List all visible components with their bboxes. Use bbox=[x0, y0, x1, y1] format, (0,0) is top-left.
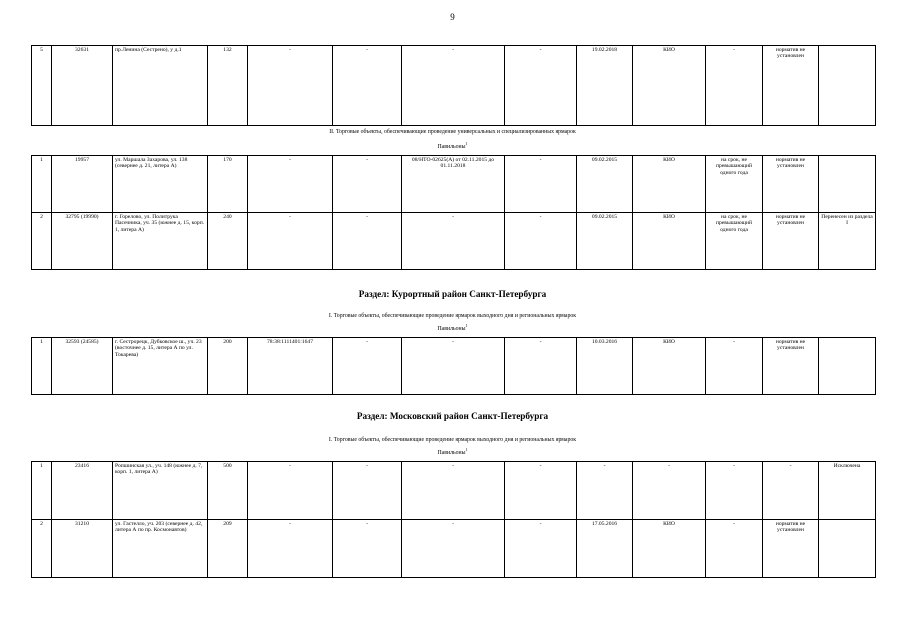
cell-norm: норматив не установлен bbox=[763, 213, 819, 270]
cell-c7: - bbox=[402, 338, 505, 395]
cell-no: 2 bbox=[32, 213, 52, 270]
cell-address: ул. Маршала Захарова, ул. 138 (севернее д. 21, литера А) bbox=[113, 156, 208, 213]
cell-area: 170 bbox=[208, 156, 248, 213]
cell-term: - bbox=[706, 520, 763, 578]
section2-caption: II. Торговые объекты, обеспечивающие проведение универсальных и специализированных ярмарок bbox=[329, 129, 576, 135]
cell-address: г. Горелово, ул. Политрука Пасечника, уч. 35 (южнее д. 15, корп. 1, литера А) bbox=[113, 213, 208, 270]
cell-c5: - bbox=[248, 462, 333, 520]
page-number: 9 bbox=[450, 12, 455, 22]
cell-c8: - bbox=[505, 338, 577, 395]
cell-area: 132 bbox=[208, 46, 248, 126]
cell-date: 09.02.2015 bbox=[577, 156, 633, 213]
cell-c6: - bbox=[333, 213, 402, 270]
cell-address: пр.Ленина (Сестрено), у д.1 bbox=[113, 46, 208, 126]
cell-c7: 08/НТО-02625(А) от 02.11.2015 до 01.11.2018 bbox=[402, 156, 505, 213]
cell-area: 200 bbox=[208, 338, 248, 395]
cell-id: 32631 bbox=[52, 46, 113, 126]
cell-term: на срок, не превышающий одного года bbox=[706, 156, 763, 213]
cell-id: 32593 (24585) bbox=[52, 338, 113, 395]
cell-c8: - bbox=[505, 520, 577, 578]
table-row bbox=[32, 462, 876, 520]
cell-c7: - bbox=[402, 46, 505, 126]
cell-address: г. Сестрорецк, Дубковское ш., уч. 23 (восточнее д. 15, литера А по ул. Токарева) bbox=[113, 338, 208, 395]
cell-c8: - bbox=[505, 213, 577, 270]
table-section2 bbox=[31, 155, 876, 270]
cell-org: КИО bbox=[633, 520, 706, 578]
cell-org: - bbox=[633, 462, 706, 520]
table-block1 bbox=[31, 45, 876, 126]
cell-org: КИО bbox=[633, 213, 706, 270]
cell-org: КИО bbox=[633, 338, 706, 395]
cell-c6: - bbox=[333, 46, 402, 126]
cell-note bbox=[819, 156, 876, 213]
cell-c5: - bbox=[248, 520, 333, 578]
moskovsky-caption: I. Торговые объекты, обеспечивающие проведение ярмарок выходного дня и региональных ярмарок bbox=[328, 437, 577, 443]
cell-c6: - bbox=[333, 462, 402, 520]
cell-norm: норматив не установлен bbox=[763, 156, 819, 213]
kurortny-caption: I. Торговые объекты, обеспечивающие проведение ярмарок выходного дня и региональных ярмарок bbox=[328, 313, 577, 319]
table-moskovsky bbox=[31, 461, 876, 578]
cell-area: 500 bbox=[208, 462, 248, 520]
cell-c5: - bbox=[248, 46, 333, 126]
cell-id: 23416 bbox=[52, 462, 113, 520]
cell-note: Исключена bbox=[819, 462, 876, 520]
cell-term: - bbox=[706, 462, 763, 520]
cell-no: 2 bbox=[32, 520, 52, 578]
cell-c5: 78:38:1111401:1647 bbox=[248, 338, 333, 395]
cell-address: Ропшинская ул., уч. 148 (южнее д. 7, корп. 1, литера А) bbox=[113, 462, 208, 520]
cell-date: 19.02.2018 bbox=[577, 46, 633, 126]
cell-id: 19957 bbox=[52, 156, 113, 213]
cell-no: 5 bbox=[32, 46, 52, 126]
cell-norm: - bbox=[763, 462, 819, 520]
cell-term: на срок, не превышающий одного года bbox=[706, 213, 763, 270]
cell-note bbox=[819, 520, 876, 578]
cell-date: 17.05.2016 bbox=[577, 520, 633, 578]
cell-area: 209 bbox=[208, 520, 248, 578]
table-kurortny bbox=[31, 337, 876, 395]
table-row bbox=[32, 46, 876, 126]
moskovsky-subtitle: Павильоны$^1$ bbox=[437, 447, 468, 456]
cell-note: Перенесен из раздела I bbox=[819, 213, 876, 270]
cell-address: ул. Гастелло, уч. 203 (севернее д. 42, литера А по пр. Космонавтов) bbox=[113, 520, 208, 578]
cell-org: КИО bbox=[633, 46, 706, 126]
cell-c8: - bbox=[505, 462, 577, 520]
moskovsky-heading: Раздел: Московский район Санкт-Петербурга bbox=[356, 411, 549, 421]
cell-date: 10.03.2016 bbox=[577, 338, 633, 395]
cell-norm: норматив не установлен bbox=[763, 338, 819, 395]
cell-c6: - bbox=[333, 156, 402, 213]
cell-norm: норматив не установлен bbox=[763, 520, 819, 578]
cell-note bbox=[819, 46, 876, 126]
cell-term: - bbox=[706, 46, 763, 126]
cell-id: 32795 (19990) bbox=[52, 213, 113, 270]
cell-c8: - bbox=[505, 46, 577, 126]
cell-term: - bbox=[706, 338, 763, 395]
kurortny-subtitle: Павильоны$^1$ bbox=[437, 323, 468, 332]
table-row bbox=[32, 338, 876, 395]
kurortny-heading: Раздел: Курортный район Санкт-Петербурга bbox=[358, 289, 547, 299]
cell-c6: - bbox=[333, 338, 402, 395]
cell-c5: - bbox=[248, 156, 333, 213]
cell-c5: - bbox=[248, 213, 333, 270]
cell-no: 1 bbox=[32, 338, 52, 395]
table-row bbox=[32, 213, 876, 270]
cell-no: 1 bbox=[32, 156, 52, 213]
cell-date: - bbox=[577, 462, 633, 520]
table-row bbox=[32, 520, 876, 578]
cell-norm: норматив не установлен bbox=[763, 46, 819, 126]
cell-c7: - bbox=[402, 213, 505, 270]
section2-subtitle: Павильоны$^1$ bbox=[437, 141, 468, 150]
cell-area: 240 bbox=[208, 213, 248, 270]
cell-note bbox=[819, 338, 876, 395]
cell-id: 31210 bbox=[52, 520, 113, 578]
cell-date: 09.02.2015 bbox=[577, 213, 633, 270]
cell-c6: - bbox=[333, 520, 402, 578]
table-row bbox=[32, 156, 876, 213]
cell-c8: - bbox=[505, 156, 577, 213]
cell-no: 1 bbox=[32, 462, 52, 520]
cell-c7: - bbox=[402, 462, 505, 520]
cell-org: КИО bbox=[633, 156, 706, 213]
cell-c7: - bbox=[402, 520, 505, 578]
